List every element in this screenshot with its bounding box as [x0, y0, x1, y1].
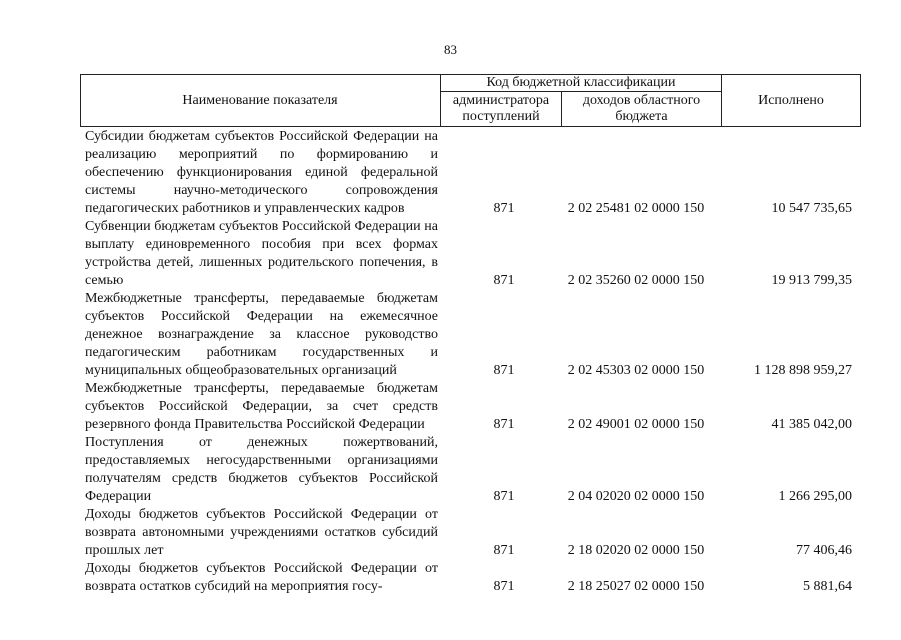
row-executed-amount: 41 385 042,00	[771, 417, 852, 432]
page-number: 83	[444, 42, 457, 57]
row-indicator-name: Межбюджетные трансферты, передаваемые бюджетам субъектов Российской Федерации на ежемесячное денежное вознаграждение за классное руководство педагогическим работникам государственных и муниципальных общеобразовательных организаций	[85, 291, 438, 378]
row-executed-amount: 77 406,46	[796, 543, 852, 558]
row-revenue-code: 2 18 25027 02 0000 150	[567, 579, 705, 594]
header-revenue-code: доходов областного бюджета	[582, 93, 701, 124]
table-header	[80, 74, 861, 127]
header-classification-group: Код бюджетной классификации	[486, 74, 676, 90]
table-row	[85, 434, 861, 506]
header-indicator-name: Наименование показателя	[182, 92, 338, 108]
row-revenue-code: 2 02 49001 02 0000 150	[567, 417, 705, 432]
row-revenue-code: 2 04 02020 02 0000 150	[567, 489, 705, 504]
row-executed-amount: 10 547 735,65	[771, 201, 852, 216]
row-executed-amount: 1 266 295,00	[778, 489, 852, 504]
row-indicator-name: Межбюджетные трансферты, передаваемые бюджетам субъектов Российской Федерации, за счет средств резервного фонда Правительства Российской Федерации	[85, 381, 438, 432]
row-administrator-code: 871	[493, 579, 515, 594]
row-executed-amount: 19 913 799,35	[771, 273, 852, 288]
table-row	[85, 506, 861, 560]
table-body	[85, 128, 861, 596]
row-revenue-code: 2 02 45303 02 0000 150	[567, 363, 705, 378]
row-administrator-code: 871	[493, 363, 515, 378]
header-administrator: администратора поступлений	[452, 93, 550, 124]
row-revenue-code: 2 18 02020 02 0000 150	[567, 543, 705, 558]
row-revenue-code: 2 02 35260 02 0000 150	[567, 273, 705, 288]
header-executed: Исполнено	[758, 92, 824, 108]
table-row	[85, 560, 861, 596]
row-indicator-name: Субсидии бюджетам субъектов Российской Федерации на реализацию мероприятий по формированию и обеспечению функционирования единой федеральной системы научно-методического сопровождения педагогических работников и управленческих кадров	[85, 129, 438, 216]
row-indicator-name: Поступления от денежных пожертвований, предоставляемых негосударственными организациями получателям средств бюджетов субъектов Российской Федерации	[85, 435, 438, 504]
row-executed-amount: 1 128 898 959,27	[754, 363, 852, 378]
table-row	[85, 218, 861, 290]
table-row	[85, 380, 861, 434]
row-indicator-name: Субвенции бюджетам субъектов Российской Федерации на выплату единовременного пособия при всех формах устройства детей, лишенных родительского попечения, в семью	[85, 219, 438, 288]
table-row	[85, 128, 861, 218]
row-indicator-name: Доходы бюджетов субъектов Российской Федерации от возврата остатков субсидий на мероприятия госу-	[85, 561, 438, 594]
row-administrator-code: 871	[493, 417, 515, 432]
row-indicator-name: Доходы бюджетов субъектов Российской Федерации от возврата автономными учреждениями остатков субсидий прошлых лет	[85, 507, 438, 558]
row-administrator-code: 871	[493, 201, 515, 216]
row-executed-amount: 5 881,64	[803, 579, 852, 594]
row-revenue-code: 2 02 25481 02 0000 150	[567, 201, 705, 216]
row-administrator-code: 871	[493, 489, 515, 504]
table-row	[85, 290, 861, 380]
row-administrator-code: 871	[493, 273, 515, 288]
row-administrator-code: 871	[493, 543, 515, 558]
